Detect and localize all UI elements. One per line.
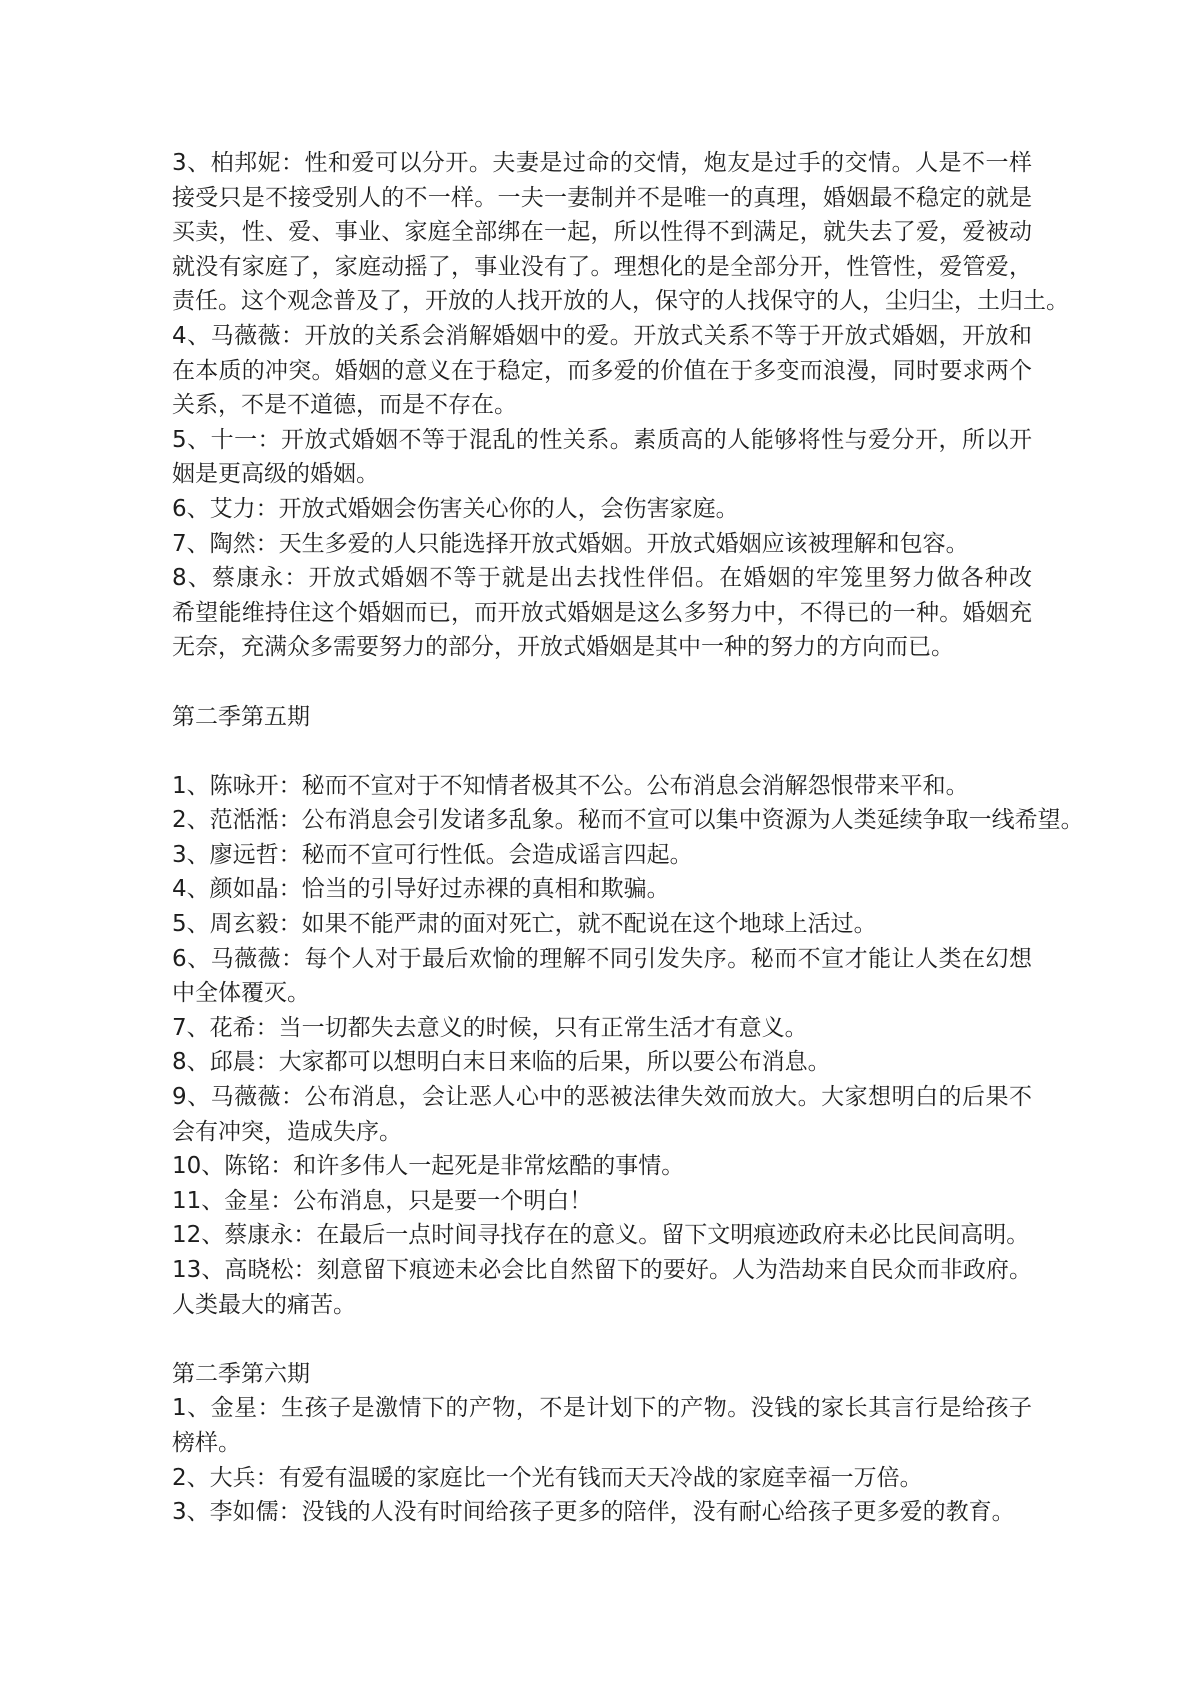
document-page xyxy=(172,146,1084,1530)
text-line: 第二季第六期 xyxy=(172,1360,310,1387)
text-line: 3、柏邦妮：性和爱可以分开。夫妻是过命的交情，炮友是过手的交情。人是不一样 xyxy=(172,150,1032,176)
list-item xyxy=(172,1218,1032,1253)
section-heading xyxy=(172,1357,1032,1392)
list-item xyxy=(172,1253,1032,1322)
text-line: 6、马薇薇：每个人对于最后欢愉的理解不同引发失序。秘而不宣才能让人类在幻想 xyxy=(172,945,1032,972)
text-line: 榜样。 xyxy=(172,1429,241,1456)
text-line: 9、马薇薇：公布消息，会让恶人心中的恶被法律失效而放大。大家想明白的后果不 xyxy=(172,1084,1032,1111)
text-line: 第二季第五期 xyxy=(172,703,310,730)
text-line: 5、十一：开放式婚姻不等于混乱的性关系。素质高的人能够将性与爱分开，所以开 xyxy=(172,426,1032,453)
list-item xyxy=(172,1184,1032,1219)
text-line: 3、李如儒：没钱的人没有时间给孩子更多的陪伴，没有耐心给孩子更多爱的教育。 xyxy=(172,1499,1015,1526)
list-item xyxy=(172,769,1032,804)
text-line: 2、范湉湉：公布消息会引发诸多乱象。秘而不宣可以集中资源为人类延续争取一线希望。 xyxy=(172,807,1084,834)
list-item xyxy=(172,561,1032,665)
list-item xyxy=(172,319,1032,423)
list-item xyxy=(172,1011,1032,1046)
text-line: 12、蔡康永：在最后一点时间寻找存在的意义。留下文明痕迹政府未必比民间高明。 xyxy=(172,1222,1030,1249)
text-line: 责任。这个观念普及了，开放的人找开放的人，保守的人找保守的人，尘归尘，土归土。 xyxy=(172,288,1069,315)
list-item xyxy=(172,1495,1032,1530)
text-line: 7、陶然：天生多爱的人只能选择开放式婚姻。开放式婚姻应该被理解和包容。 xyxy=(172,530,969,557)
text-line: 4、马薇薇：开放的关系会消解婚姻中的爱。开放式关系不等于开放式婚姻，开放和 xyxy=(172,322,1032,349)
text-line: 在本质的冲突。婚姻的意义在于稳定，而多爱的价值在于多变而浪漫，同时要求两个 xyxy=(172,357,1032,384)
text-line: 接受只是不接受别人的不一样。一夫一妻制并不是唯一的真理，婚姻最不稳定的就是 xyxy=(172,184,1032,211)
blank-line xyxy=(172,734,1032,769)
text-line: 13、高晓松：刻意留下痕迹未必会比自然留下的要好。人为浩劫来自民众而非政府。 xyxy=(172,1257,1032,1283)
list-item xyxy=(172,1045,1032,1080)
list-item xyxy=(172,838,1032,873)
text-line: 关系，不是不道德，而是不存在。 xyxy=(172,392,517,419)
text-line: 6、艾力：开放式婚姻会伤害关心你的人，会伤害家庭。 xyxy=(172,495,739,522)
list-item xyxy=(172,423,1032,492)
text-line: 1、金星：生孩子是激情下的产物，不是计划下的产物。没钱的家长其言行是给孩子 xyxy=(172,1395,1032,1422)
text-line: 4、颜如晶：恰当的引导好过赤裸的真相和欺骗。 xyxy=(172,876,670,903)
text-line: 1、陈咏开：秘而不宣对于不知情者极其不公。公布消息会消解怨恨带来平和。 xyxy=(172,772,969,799)
text-line: 姻是更高级的婚姻。 xyxy=(172,461,379,488)
text-line: 无奈，充满众多需要努力的部分，开放式婚姻是其中一种的努力的方向而已。 xyxy=(172,634,954,661)
text-line: 会有冲突，造成失序。 xyxy=(172,1118,402,1145)
text-line: 7、花希：当一切都失去意义的时候，只有正常生活才有意义。 xyxy=(172,1014,808,1041)
text-line: 5、周玄毅：如果不能严肃的面对死亡，就不配说在这个地球上活过。 xyxy=(172,911,877,938)
text-line: 人类最大的痛苦。 xyxy=(172,1291,356,1318)
list-item xyxy=(172,1149,1032,1184)
list-item xyxy=(172,872,1032,907)
list-item xyxy=(172,146,1069,319)
list-item xyxy=(172,942,1032,1011)
list-item xyxy=(172,527,1032,562)
list-item xyxy=(172,803,1084,838)
text-line: 2、大兵：有爱有温暖的家庭比一个光有钱而天天冷战的家庭幸福一万倍。 xyxy=(172,1464,923,1491)
section-heading xyxy=(172,700,1032,735)
text-line: 3、廖远哲：秘而不宣可行性低。会造成谣言四起。 xyxy=(172,841,693,868)
text-line: 希望能维持住这个婚姻而已，而开放式婚姻是这么多努力中，不得已的一种。婚姻充 xyxy=(172,599,1032,626)
text-line: 8、邱晨：大家都可以想明白末日来临的后果，所以要公布消息。 xyxy=(172,1049,831,1076)
text-line: 10、陈铭：和许多伟人一起死是非常炫酷的事情。 xyxy=(172,1153,685,1180)
blank-line xyxy=(172,1322,1032,1357)
list-item xyxy=(172,1080,1032,1149)
list-item xyxy=(172,1391,1032,1460)
blank-line xyxy=(172,665,1032,700)
text-line: 买卖，性、爱、事业、家庭全部绑在一起，所以性得不到满足，就失去了爱，爱被动 xyxy=(172,219,1032,246)
text-line: 11、金星：公布消息，只是要一个明白！ xyxy=(172,1187,593,1214)
list-item xyxy=(172,492,1032,527)
list-item xyxy=(172,1461,1032,1496)
text-line: 就没有家庭了，家庭动摇了，事业没有了。理想化的是全部分开，性管性，爱管爱， xyxy=(172,253,1032,280)
text-line: 8、蔡康永：开放式婚姻不等于就是出去找性伴侣。在婚姻的牢笼里努力做各种改 xyxy=(172,565,1032,592)
list-item xyxy=(172,907,1032,942)
text-line: 中全体覆灭。 xyxy=(172,980,310,1007)
